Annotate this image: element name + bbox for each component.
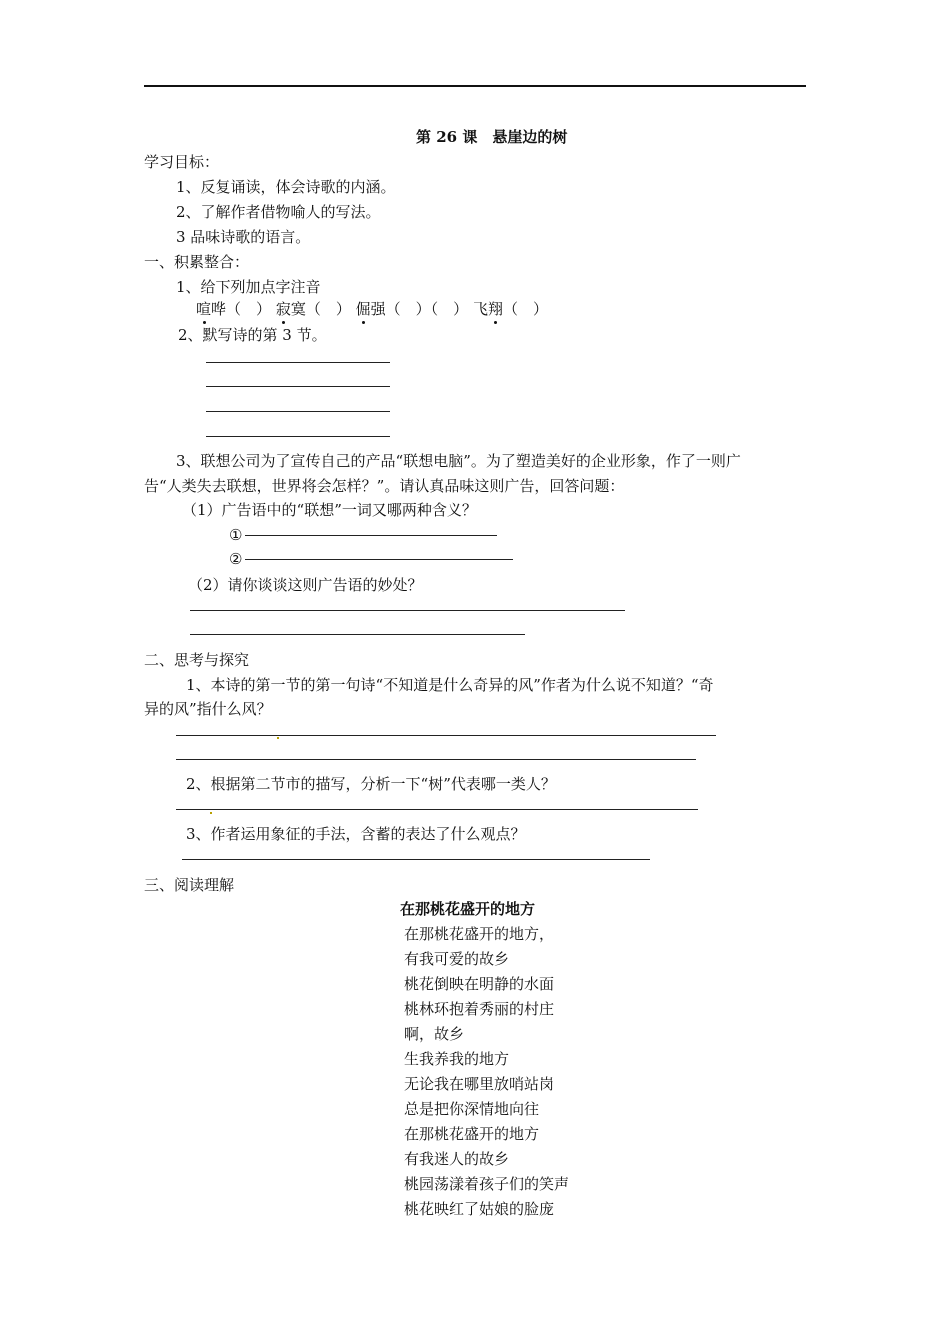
answer-line[interactable] xyxy=(182,859,650,860)
answer-line[interactable] xyxy=(245,535,497,536)
answer-line[interactable] xyxy=(176,759,696,760)
answer-line[interactable] xyxy=(206,436,390,437)
poem-title: 在那桃花盛开的地方 xyxy=(400,900,536,918)
question-3-text: 告“人类失去联想，世界将会怎样？”。请认真品味这则广告，回答问题： xyxy=(144,477,625,495)
answer-line[interactable] xyxy=(190,610,625,611)
poem-line: 在那桃花盛开的地方 xyxy=(404,1125,540,1143)
stray-mark xyxy=(210,812,212,814)
answer-line[interactable] xyxy=(206,362,390,363)
dotted-char: 倔 xyxy=(355,300,371,318)
poem-line: 桃园荡漾着孩子们的笑声 xyxy=(404,1175,570,1193)
circled-marker: ① xyxy=(229,526,243,544)
header-rule xyxy=(144,85,806,87)
poem-line: 有我迷人的故乡 xyxy=(404,1150,510,1168)
poem-line: 在那桃花盛开的地方， xyxy=(404,925,555,943)
page-title: 第 26 课 悬崖边的树 xyxy=(416,128,568,146)
stray-mark xyxy=(277,737,279,739)
poem-line: 有我可爱的故乡 xyxy=(404,950,510,968)
dotted-char: 翔 xyxy=(487,300,503,318)
answer-line[interactable] xyxy=(176,735,716,736)
sub-question-1: （1）广告语中的“联想”一词又哪两种含义？ xyxy=(182,501,477,519)
pinyin-word: 寂寞（ ） xyxy=(275,300,351,318)
poem-line: 无论我在哪里放哨站岗 xyxy=(404,1075,555,1093)
question-1-label: 1、给下列加点字注音 xyxy=(176,278,321,296)
dotted-char: 寂 xyxy=(275,300,291,318)
objectives-heading: 学习目标： xyxy=(144,153,220,171)
answer-line[interactable] xyxy=(176,809,698,810)
circled-marker: ② xyxy=(229,550,243,568)
section2-question-3: 3、作者运用象征的手法，含蓄的表达了什么观点？ xyxy=(186,825,526,843)
pinyin-word: 喧哗（ ） xyxy=(196,300,272,318)
sub-question-2: （2）请你谈谈这则广告语的妙处？ xyxy=(188,576,423,594)
question-2-label: 2、默写诗的第 3 节。 xyxy=(178,326,327,344)
section2-question-1: 1、本诗的第一节的第一句诗“不知道是什么奇异的风”作者为什么说不知道？“奇 xyxy=(186,676,714,694)
section2-question-1: 异的风”指什么风？ xyxy=(144,700,272,718)
objective-item: 3 品味诗歌的语言。 xyxy=(176,228,311,246)
answer-line[interactable] xyxy=(206,386,390,387)
objective-item: 1、反复诵读，体会诗歌的内涵。 xyxy=(176,178,396,196)
answer-line[interactable] xyxy=(190,634,525,635)
poem-line: 桃花倒映在明静的水面 xyxy=(404,975,555,993)
dotted-char: 喧 xyxy=(196,300,212,318)
section1-heading: 一、积累整合： xyxy=(144,253,250,271)
poem-line: 桃林环抱着秀丽的村庄 xyxy=(404,1000,555,1018)
section2-question-2: 2、根据第二节市的描写，分析一下“树”代表哪一类人？ xyxy=(186,775,556,793)
pinyin-word: 飞翔（ ） xyxy=(472,300,548,318)
pinyin-word: 倔强（ ）（ ） xyxy=(355,300,469,318)
objective-item: 2、了解作者借物喻人的写法。 xyxy=(176,203,381,221)
answer-line[interactable] xyxy=(206,411,390,412)
poem-line: 总是把你深情地向往 xyxy=(404,1100,540,1118)
section3-heading: 三、阅读理解 xyxy=(144,876,235,894)
section2-heading: 二、思考与探究 xyxy=(144,651,250,669)
poem-line: 桃花映红了姑娘的脸庞 xyxy=(404,1200,555,1218)
question-3-text: 3、联想公司为了宣传自己的产品“联想电脑”。为了塑造美好的企业形象，作了一则广 xyxy=(176,452,741,470)
answer-line[interactable] xyxy=(245,559,513,560)
poem-line: 生我养我的地方 xyxy=(404,1050,510,1068)
pinyin-words xyxy=(196,299,548,319)
poem-line: 啊，故乡 xyxy=(404,1025,465,1043)
